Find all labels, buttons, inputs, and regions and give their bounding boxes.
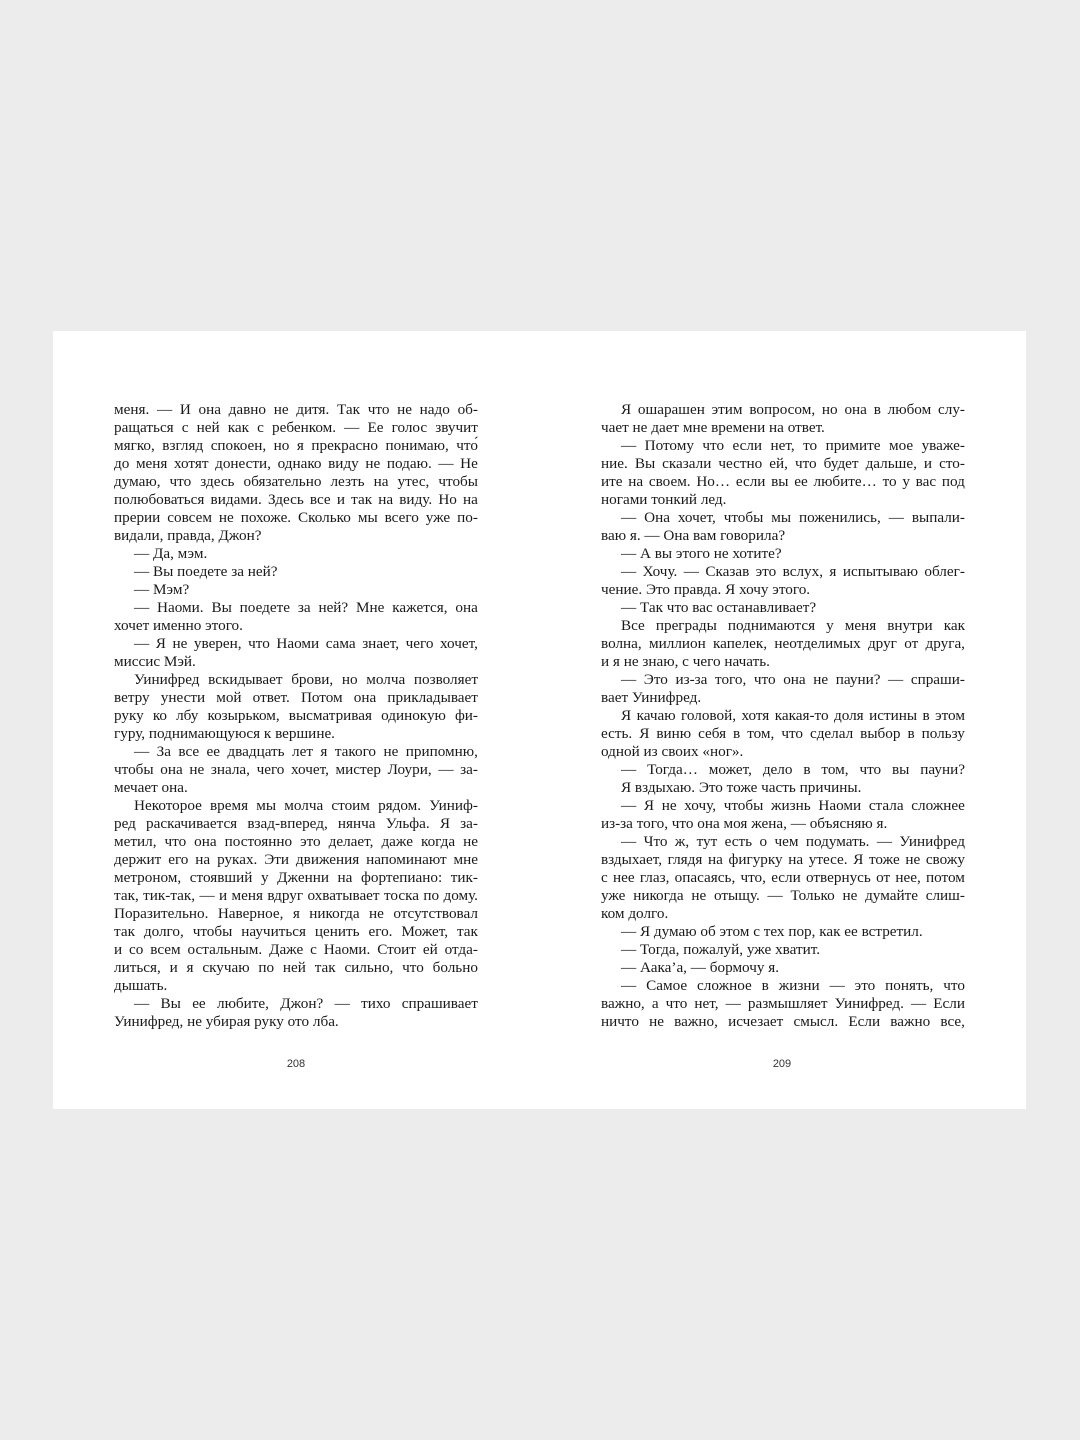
text-line: ногами тонкий лед. bbox=[601, 491, 727, 508]
text-line: — А вы этого не хотите? bbox=[621, 545, 782, 562]
text-line: ничто не важно, исчезает смысл. Если важно все, bbox=[601, 1013, 965, 1030]
text-line: Некоторое время мы молча стоим рядом. Уиниф- bbox=[134, 797, 478, 814]
text-line: так долго, чтобы научиться ценить его. Может, так bbox=[114, 923, 478, 940]
text-line: — Потому что если нет, то примите мое уваже- bbox=[621, 437, 965, 454]
text-line: — Вы поедете за ней? bbox=[134, 563, 278, 580]
text-line: вздыхает, глядя на фигурку на утесе. Я тоже не свожу bbox=[601, 851, 965, 868]
text-line: вает Уинифред. bbox=[601, 689, 702, 706]
text-line: ком долго. bbox=[601, 905, 669, 922]
text-line: метил, что она постоянно это делает, даже когда не bbox=[114, 833, 478, 850]
text-line: Все преграды поднимаются у меня внутри как bbox=[621, 617, 965, 634]
text-line: — Я не хочу, чтобы жизнь Наоми стала сложнее bbox=[621, 797, 965, 814]
text-line: Уинифред вскидывает брови, но молча позволяет bbox=[134, 671, 478, 688]
text-line: — За все ее двадцать лет я такого не припомню, bbox=[134, 743, 478, 760]
text-line: — Аака’а, — бормочу я. bbox=[621, 959, 780, 976]
text-line: — Так что вас останавливает? bbox=[621, 599, 817, 616]
text-line: — Наоми. Вы поедете за ней? Мне кажется, она bbox=[134, 599, 478, 616]
right-page-text bbox=[601, 401, 965, 1031]
text-line: метроном, стоявший у Дженни на фортепиано: тик- bbox=[114, 869, 478, 886]
left-page-number: 208 bbox=[286, 1058, 306, 1070]
text-line: — Я не уверен, что Наоми сама знает, чего хочет, bbox=[134, 635, 478, 652]
text-line: мечает она. bbox=[114, 779, 188, 796]
text-line: — Я думаю об этом с тех пор, как ее встретил. bbox=[621, 923, 923, 940]
text-line: — Что ж, тут есть о чем подумать. — Уинифред bbox=[621, 833, 965, 850]
text-line: гуру, поднимающуюся к вершине. bbox=[114, 725, 335, 742]
text-line: — Тогда… может, дело в том, что вы пауни? bbox=[621, 761, 965, 778]
text-line: ите на своем. Но… если вы ее любите… то у вас под bbox=[601, 473, 965, 490]
text-line: уже никогда не отыщу. — Только не думайте слиш- bbox=[601, 887, 965, 904]
text-line: — Да, мэм. bbox=[134, 545, 208, 562]
text-line: дышать. bbox=[114, 977, 168, 994]
text-line: — Это из-за того, что она не пауни? — спраши- bbox=[621, 671, 965, 688]
text-line: — Вы ее любите, Джон? — тихо спрашивает bbox=[134, 995, 478, 1012]
text-line: так, тик-так, — и меня вдруг охватывает тоска по дому. bbox=[114, 887, 478, 904]
text-line: одной из своих «ног». bbox=[601, 743, 744, 760]
text-line: — Мэм? bbox=[134, 581, 190, 598]
text-line: видали, правда, Джон? bbox=[114, 527, 262, 544]
text-line: прерии совсем не похоже. Сколько мы всего уже по- bbox=[114, 509, 478, 526]
text-line: чает не дает мне времени на ответ. bbox=[601, 419, 825, 436]
text-line: до меня хотят донести, однако виду не подаю. — Не bbox=[114, 455, 478, 472]
text-line: руку ко лбу козырьком, высматривая одинокую фи- bbox=[114, 707, 478, 724]
text-line: чтобы она не знала, чего хочет, мистер Лоури, — за- bbox=[114, 761, 478, 778]
text-line: — Самое сложное в жизни — это понять, что bbox=[621, 977, 965, 994]
text-line: важно, а что нет, — размышляет Уинифред. — Если bbox=[601, 995, 965, 1012]
text-line: чение. Это правда. Я хочу этого. bbox=[601, 581, 811, 598]
text-line: Я вздыхаю. Это тоже часть причины. bbox=[621, 779, 862, 796]
text-line: ветру унести мой ответ. Потом она прикладывает bbox=[114, 689, 478, 706]
text-line: литься, и я скучаю по ней так сильно, что больно bbox=[114, 959, 478, 976]
text-line: — Тогда, пожалуй, уже хватит. bbox=[621, 941, 821, 958]
text-line: ред раскачивается взад-вперед, нянча Ульфа. Я за- bbox=[114, 815, 478, 832]
text-line: Я ошарашен этим вопросом, но она в любом слу- bbox=[621, 401, 965, 418]
text-line: и со всем остальным. Даже с Наоми. Стоит ей отда- bbox=[114, 941, 478, 958]
text-line: Я качаю головой, хотя какая-то доля истины в этом bbox=[621, 707, 965, 724]
left-page-text bbox=[114, 401, 478, 1031]
text-line: из-за того, что она моя жена, — объясняю я. bbox=[601, 815, 888, 832]
text-line: — Хочу. — Сказав это вслух, я испытываю облег- bbox=[621, 563, 965, 580]
text-line: ваю я. — Она вам говорила? bbox=[601, 527, 786, 544]
text-line: с нее глаз, опасаясь, что, если отвернусь от нее, потом bbox=[601, 869, 965, 886]
text-line: и я не знаю, с чего начать. bbox=[601, 653, 770, 670]
text-line: ние. Вы сказали честно ей, что будет дальше, и сто- bbox=[601, 455, 965, 472]
text-line: хочет именно этого. bbox=[114, 617, 243, 634]
text-line: Уинифред, не убирая руку ото лба. bbox=[114, 1013, 339, 1030]
text-line: думаю, что здесь обязательно лезть на утес, чтобы bbox=[114, 473, 478, 490]
text-line: меня. — И она давно не дитя. Так что не надо об- bbox=[114, 401, 478, 418]
text-line: мягко, взгляд спокоен, но я прекрасно понимаю, что́ bbox=[114, 437, 478, 454]
text-line: полюбоваться видами. Здесь все и так на виду. Но на bbox=[114, 491, 478, 508]
text-line: волна, миллион капелек, неотделимых друг от друга, bbox=[601, 635, 965, 652]
text-line: — Она хочет, чтобы мы поженились, — выпали- bbox=[621, 509, 965, 526]
right-page-number: 209 bbox=[772, 1058, 792, 1070]
book-spread bbox=[53, 331, 1026, 1109]
text-line: есть. Я виню себя в том, что сделал выбор в пользу bbox=[601, 725, 965, 742]
text-line: миссис Мэй. bbox=[114, 653, 196, 670]
text-line: ращаться с ней как с ребенком. — Ее голос звучит bbox=[114, 419, 478, 436]
text-line: Поразительно. Наверное, я никогда не отсутствовал bbox=[114, 905, 478, 922]
text-line: держит его на руках. Эти движения напоминают мне bbox=[114, 851, 478, 868]
